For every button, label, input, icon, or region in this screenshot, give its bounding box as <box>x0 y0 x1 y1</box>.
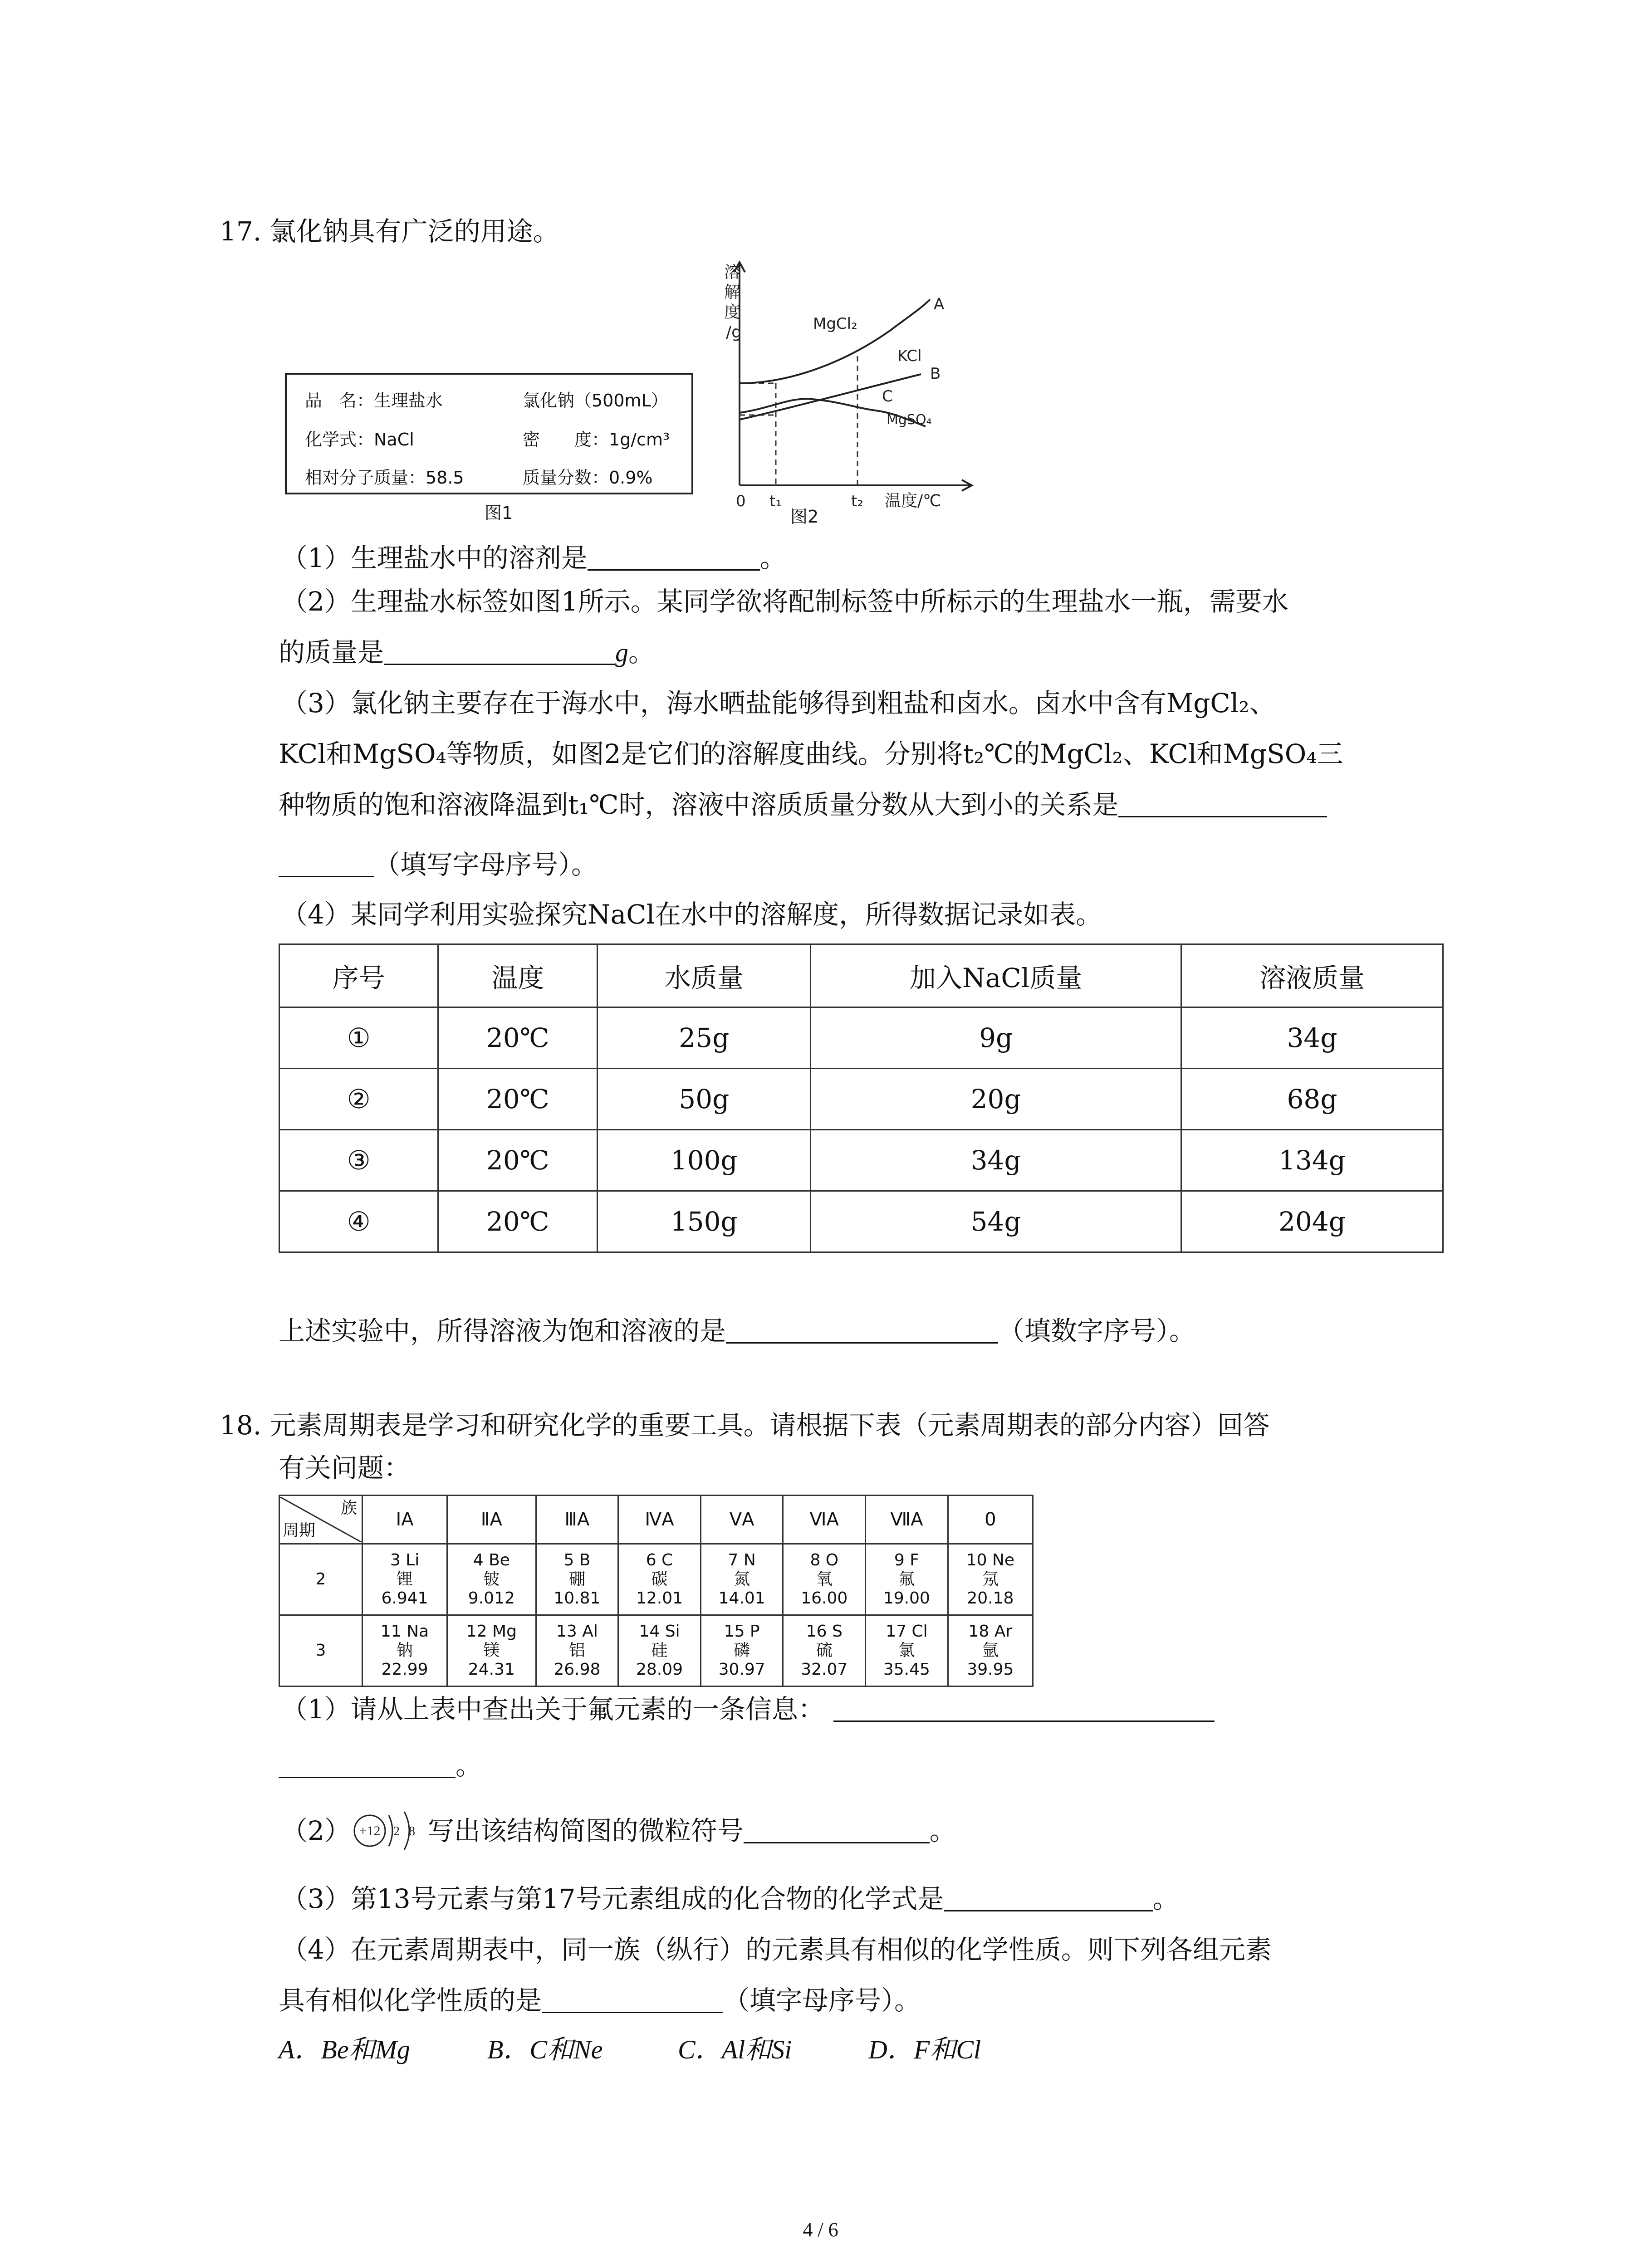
element-symbol: 16 S <box>806 1622 843 1641</box>
q18-part2-end: 。 <box>929 1815 956 1846</box>
element-name: 铍 <box>483 1570 500 1589</box>
answer-blank-q18-1a[interactable] <box>833 1693 1215 1722</box>
atom-structure-diagram <box>351 1809 428 1850</box>
label-curve-a: A <box>934 295 945 313</box>
element-cell <box>783 1544 866 1615</box>
q17-part1 <box>281 540 786 576</box>
element-cell <box>948 1615 1033 1686</box>
element-mass: 30.97 <box>718 1660 765 1679</box>
option-a[interactable]: A．Be和Mg <box>279 2035 410 2064</box>
q18-title-line2: 有关问题： <box>279 1452 411 1483</box>
period-label: 3 <box>279 1615 362 1686</box>
element-name: 氟 <box>898 1570 915 1589</box>
q17-part3-line1: （3）氯化钠主要存在于海水中，海水晒盐能够得到粗盐和卤水。卤水中含有MgCl₂、 <box>281 688 1276 719</box>
table-row <box>279 1130 1443 1191</box>
tick-t1: t₁ <box>769 492 782 510</box>
answer-blank-q18-2[interactable] <box>744 1815 930 1843</box>
cell: 20g <box>811 1069 1181 1130</box>
option-d[interactable]: D．F和Cl <box>868 2035 981 2064</box>
cell: ② <box>279 1069 438 1130</box>
q18-part1-end: 。 <box>456 1750 482 1781</box>
element-cell <box>536 1544 618 1615</box>
pt-header-row <box>279 1496 1033 1544</box>
group-header: ⅡA <box>447 1496 536 1544</box>
saline-label-figure <box>285 373 693 494</box>
solubility-curve-figure <box>708 254 989 535</box>
element-mass: 16.00 <box>801 1589 848 1608</box>
header-water-mass: 水质量 <box>598 944 811 1007</box>
element-name: 铝 <box>568 1641 585 1660</box>
shell-1-electrons: 2 <box>393 1824 400 1838</box>
element-symbol: 7 N <box>728 1551 756 1569</box>
pt-corner-period: 周期 <box>283 1521 316 1540</box>
element-mass: 6.941 <box>381 1589 428 1608</box>
element-name: 钠 <box>397 1641 413 1660</box>
element-cell <box>447 1615 536 1686</box>
element-mass: 35.45 <box>883 1660 930 1679</box>
group-header: ⅥA <box>783 1496 866 1544</box>
element-cell <box>618 1544 701 1615</box>
element-symbol: 6 C <box>646 1551 673 1569</box>
element-cell <box>700 1615 783 1686</box>
q18-part4-line2 <box>279 1982 921 2019</box>
q18-options <box>279 2031 1050 2068</box>
table-row <box>279 1191 1443 1252</box>
cell: 20℃ <box>438 1069 598 1130</box>
element-name: 硫 <box>816 1641 833 1660</box>
cell: ① <box>279 1007 438 1069</box>
table-header-row <box>279 944 1443 1007</box>
element-name: 碳 <box>651 1570 668 1589</box>
label-curve-c: C <box>882 387 893 406</box>
figure2-caption: 图2 <box>790 507 819 527</box>
atom-nucleus-charge: +12 <box>359 1823 381 1838</box>
svg-text:度: 度 <box>724 303 741 322</box>
label-volume: 氯化钠（500mL） <box>523 391 668 411</box>
group-header: ⅠA <box>362 1496 447 1544</box>
label-molar-mass: 相对分子质量：58.5 <box>305 468 464 488</box>
element-cell <box>536 1615 618 1686</box>
cell: 20℃ <box>438 1191 598 1252</box>
period-row-3 <box>279 1615 1033 1686</box>
cell: 25g <box>598 1007 811 1069</box>
element-mass: 9.012 <box>468 1589 515 1608</box>
cell: 20℃ <box>438 1007 598 1069</box>
q18-part4-text: 具有相似化学性质的是 <box>279 1985 542 2016</box>
element-cell <box>362 1544 447 1615</box>
element-symbol: 8 O <box>810 1551 839 1569</box>
label-curve-b: B <box>930 365 941 383</box>
x-axis-label: 温度/℃ <box>885 492 941 510</box>
q18-part3-text: （3）第13号元素与第17号元素组成的化合物的化学式是 <box>281 1883 944 1914</box>
element-cell <box>362 1615 447 1686</box>
q17-part2-end: 。 <box>628 637 655 668</box>
element-name: 镁 <box>483 1641 500 1660</box>
q17-part1-text: （1）生理盐水中的溶剂是 <box>281 543 588 573</box>
element-mass: 20.18 <box>967 1589 1014 1608</box>
header-index: 序号 <box>279 944 438 1007</box>
element-symbol: 17 Cl <box>886 1622 928 1641</box>
tick-t2: t₂ <box>851 492 863 510</box>
group-header: ⅢA <box>536 1496 618 1544</box>
option-c[interactable]: C．Al和Si <box>678 2035 792 2064</box>
element-mass: 26.98 <box>554 1660 601 1679</box>
answer-blank-3a[interactable] <box>1118 789 1327 817</box>
element-mass: 32.07 <box>801 1660 848 1679</box>
pt-corner-group: 族 <box>340 1499 357 1517</box>
label-density: 密 度：1g/cm³ <box>523 430 670 450</box>
element-name: 氧 <box>816 1570 833 1589</box>
cell: 50g <box>598 1069 811 1130</box>
element-cell <box>948 1544 1033 1615</box>
element-cell <box>447 1544 536 1615</box>
q17-part4: （4）某同学利用实验探究NaCl在水中的溶解度，所得数据记录如表。 <box>281 899 1102 930</box>
q18-part2-prefix: （2） <box>281 1815 351 1846</box>
cell: ③ <box>279 1130 438 1191</box>
element-mass: 24.31 <box>468 1660 515 1679</box>
element-name: 锂 <box>397 1570 413 1589</box>
label-kcl: KCl <box>897 347 922 365</box>
curve-mgcl2 <box>740 299 930 383</box>
q17-part1-end: 。 <box>759 543 786 573</box>
q18-part4-end: （填字母序号）。 <box>723 1985 921 2016</box>
element-name: 氖 <box>982 1570 999 1589</box>
element-symbol: 5 B <box>563 1551 591 1569</box>
element-name: 硅 <box>651 1641 668 1660</box>
cell: 134g <box>1181 1130 1443 1191</box>
label-mgcl2: MgCl₂ <box>813 315 857 333</box>
answer-blank-2[interactable] <box>384 636 615 665</box>
figure1-caption: 图1 <box>485 503 513 523</box>
label-mgso4: MgSO₄ <box>887 412 932 428</box>
answer-blank-q18-1b[interactable] <box>279 1750 456 1778</box>
q17-part5-text: 上述实验中，所得溶液为饱和溶液的是 <box>279 1315 726 1346</box>
q18-part2 <box>281 1809 956 1850</box>
q18-part2-text: 写出该结构简图的微粒符号 <box>427 1815 744 1846</box>
element-cell <box>783 1615 866 1686</box>
solubility-data-table <box>279 943 1444 1253</box>
q17-title: 17. 氯化钠具有广泛的用途。 <box>220 216 559 247</box>
element-symbol: 15 P <box>724 1622 760 1641</box>
q17-part3-end: （填写字母序号）。 <box>374 849 598 880</box>
answer-blank-1[interactable] <box>588 542 760 571</box>
header-solution-mass: 溶液质量 <box>1181 944 1443 1007</box>
element-symbol: 12 Mg <box>466 1622 517 1641</box>
period-row-2 <box>279 1544 1033 1615</box>
q18-part1-cont <box>279 1747 482 1784</box>
q17-part3-line4 <box>279 846 598 883</box>
cell: 100g <box>598 1130 811 1191</box>
q17-part5-end: （填数字序号）。 <box>998 1315 1196 1346</box>
element-mass: 39.95 <box>967 1660 1014 1679</box>
q17-part3-line2: KCl和MgSO₄等物质，如图2是它们的溶解度曲线。分别将t₂℃的MgCl₂、KCl和MgSO₄三 <box>279 738 1343 769</box>
answer-blank-3b[interactable] <box>279 849 374 877</box>
cell: 34g <box>1181 1007 1443 1069</box>
option-b[interactable]: B．C和Ne <box>487 2035 603 2064</box>
q17-part2-line2 <box>279 634 655 671</box>
element-cell <box>618 1615 701 1686</box>
page-number: 4 / 6 <box>803 2219 838 2241</box>
svg-text:/g: /g <box>726 323 742 342</box>
q17-part3-text: 种物质的饱和溶液降温到t₁℃时，溶液中溶质质量分数从大到小的关系是 <box>279 789 1119 820</box>
group-header: ⅤA <box>700 1496 783 1544</box>
element-mass: 19.00 <box>883 1589 930 1608</box>
element-cell <box>866 1615 948 1686</box>
label-formula: 化学式：NaCl <box>305 430 414 450</box>
element-name: 磷 <box>734 1641 750 1660</box>
cell: 34g <box>811 1130 1181 1191</box>
element-name: 氮 <box>734 1570 750 1589</box>
q18-title-line1: 18. 元素周期表是学习和研究化学的重要工具。请根据下表（元素周期表的部分内容）回答 <box>220 1410 1270 1441</box>
cell: 68g <box>1181 1069 1443 1130</box>
q18-part4-line1: （4）在元素周期表中，同一族（纵行）的元素具有相似的化学性质。则下列各组元素 <box>281 1934 1272 1965</box>
q18-part3 <box>281 1881 1179 1917</box>
label-product-name: 品 名：生理盐水 <box>305 391 443 411</box>
table-row <box>279 1069 1443 1130</box>
element-name: 氩 <box>982 1641 999 1660</box>
element-symbol: 4 Be <box>473 1551 510 1569</box>
group-header: 0 <box>948 1496 1033 1544</box>
q17-part5 <box>279 1313 1195 1349</box>
header-nacl-mass: 加入NaCl质量 <box>811 944 1181 1007</box>
answer-blank-q18-3[interactable] <box>944 1883 1153 1911</box>
element-symbol: 13 Al <box>556 1622 598 1641</box>
q18-part3-end: 。 <box>1152 1883 1179 1914</box>
cell: ④ <box>279 1191 438 1252</box>
cell: 20℃ <box>438 1130 598 1191</box>
element-cell <box>700 1544 783 1615</box>
label-mass-fraction: 质量分数：0.9% <box>523 468 653 488</box>
cell: 150g <box>598 1191 811 1252</box>
group-header: ⅣA <box>618 1496 701 1544</box>
element-symbol: 9 F <box>894 1551 919 1569</box>
answer-blank-q18-4[interactable] <box>542 1984 723 2013</box>
shell-2-electrons: 8 <box>408 1824 415 1838</box>
element-name: 氯 <box>898 1641 915 1660</box>
element-symbol: 18 Ar <box>968 1622 1013 1641</box>
cell: 9g <box>811 1007 1181 1069</box>
element-mass: 14.01 <box>718 1589 765 1608</box>
element-mass: 10.81 <box>554 1589 601 1608</box>
element-symbol: 10 Ne <box>966 1551 1015 1569</box>
answer-blank-5[interactable] <box>726 1315 998 1344</box>
group-header: ⅦA <box>866 1496 948 1544</box>
element-symbol: 3 Li <box>390 1551 420 1569</box>
periodic-table <box>279 1495 1034 1687</box>
unit-g: g <box>615 638 629 667</box>
svg-text:解: 解 <box>724 283 741 302</box>
pt-corner <box>279 1496 362 1544</box>
q17-part3-line3 <box>279 787 1327 823</box>
table-row <box>279 1007 1443 1069</box>
q17-part2-line1: （2）生理盐水标签如图1所示。某同学欲将配制标签中所标示的生理盐水一瓶，需要水 <box>281 586 1288 617</box>
element-mass: 28.09 <box>636 1660 683 1679</box>
axis-origin: 0 <box>736 492 746 510</box>
element-cell <box>866 1544 948 1615</box>
element-name: 硼 <box>568 1570 585 1589</box>
header-temperature: 温度 <box>438 944 598 1007</box>
svg-text:溶: 溶 <box>724 263 741 282</box>
element-mass: 12.01 <box>636 1589 683 1608</box>
element-symbol: 11 Na <box>380 1622 429 1641</box>
q18-part1 <box>281 1691 1215 1727</box>
cell: 204g <box>1181 1191 1443 1252</box>
q17-part2-text: 的质量是 <box>279 637 384 668</box>
element-mass: 22.99 <box>381 1660 428 1679</box>
cell: 54g <box>811 1191 1181 1252</box>
q18-part1-text: （1）请从上表中查出关于氟元素的一条信息： <box>281 1694 824 1725</box>
period-label: 2 <box>279 1544 362 1615</box>
element-symbol: 14 Si <box>639 1622 680 1641</box>
